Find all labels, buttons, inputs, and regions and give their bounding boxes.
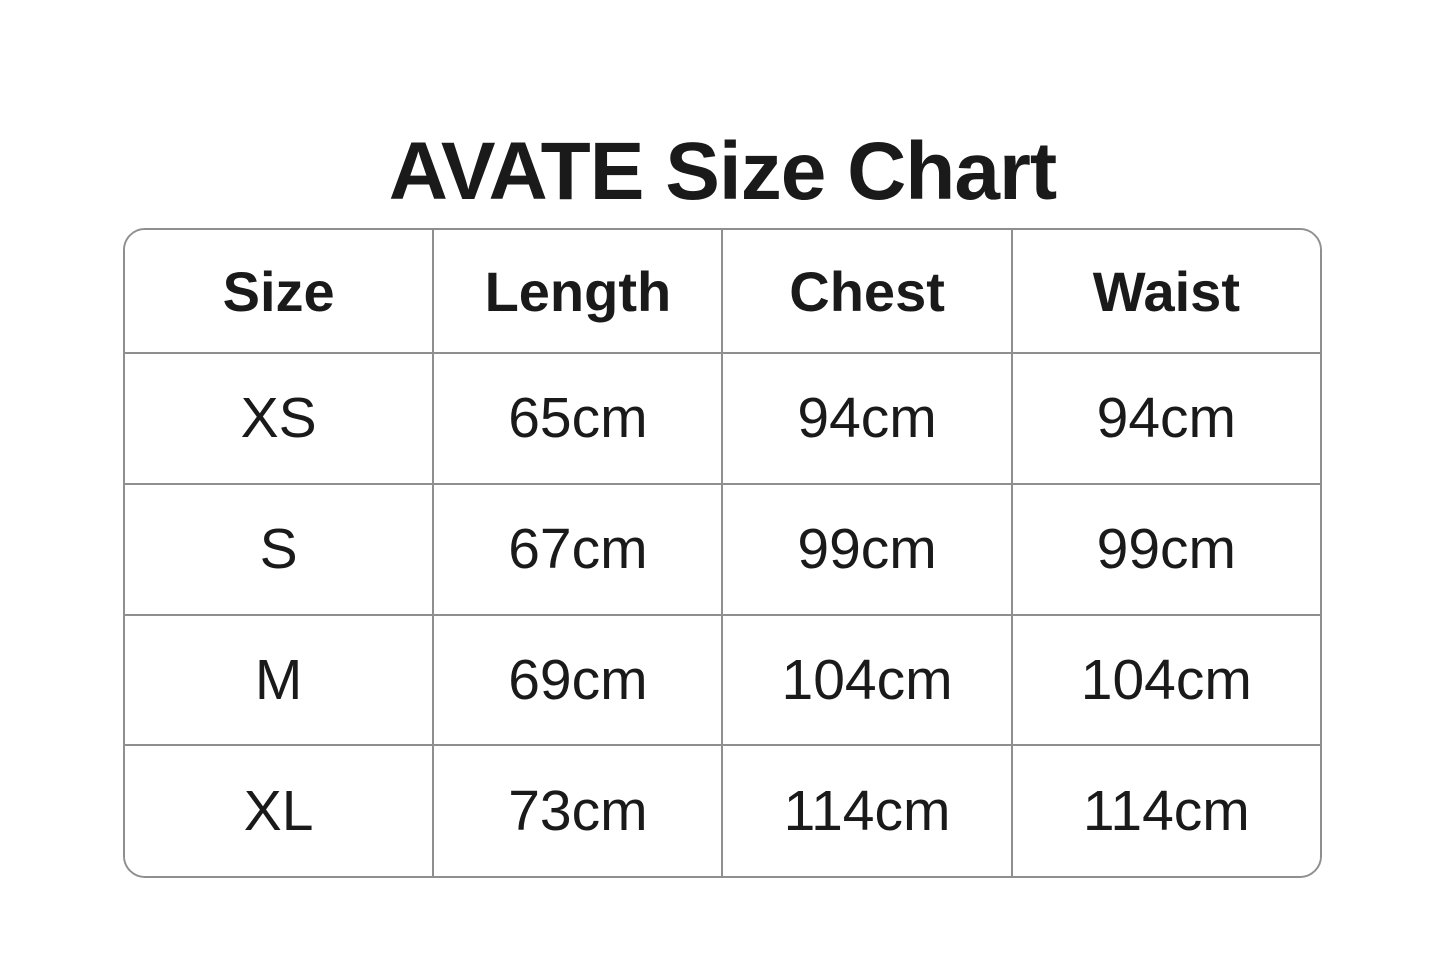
size-chart-table — [125, 230, 1320, 876]
column-header-chest: Chest — [722, 230, 1011, 353]
cell-xs-size: XS — [125, 353, 433, 484]
table-row-xl — [125, 745, 1320, 876]
cell-xs-waist: 94cm — [1012, 353, 1320, 484]
cell-s-length: 67cm — [433, 484, 722, 615]
cell-xl-size: XL — [125, 745, 433, 876]
cell-xs-chest: 94cm — [722, 353, 1011, 484]
size-chart-table-container — [123, 228, 1322, 878]
cell-m-waist: 104cm — [1012, 615, 1320, 746]
cell-xl-length: 73cm — [433, 745, 722, 876]
table-body — [125, 353, 1320, 876]
cell-xl-waist: 114cm — [1012, 745, 1320, 876]
cell-m-length: 69cm — [433, 615, 722, 746]
cell-s-chest: 99cm — [722, 484, 1011, 615]
cell-xl-chest: 114cm — [722, 745, 1011, 876]
cell-m-chest: 104cm — [722, 615, 1011, 746]
cell-xs-length: 65cm — [433, 353, 722, 484]
column-header-waist: Waist — [1012, 230, 1320, 353]
table-header — [125, 230, 1320, 353]
table-row-xs — [125, 353, 1320, 484]
cell-m-size: M — [125, 615, 433, 746]
column-header-size: Size — [125, 230, 433, 353]
table-row-s — [125, 484, 1320, 615]
page-title: AVATE Size Chart — [388, 125, 1057, 217]
cell-s-size: S — [125, 484, 433, 615]
header-row — [125, 230, 1320, 353]
table-row-m — [125, 615, 1320, 746]
column-header-length: Length — [433, 230, 722, 353]
cell-s-waist: 99cm — [1012, 484, 1320, 615]
